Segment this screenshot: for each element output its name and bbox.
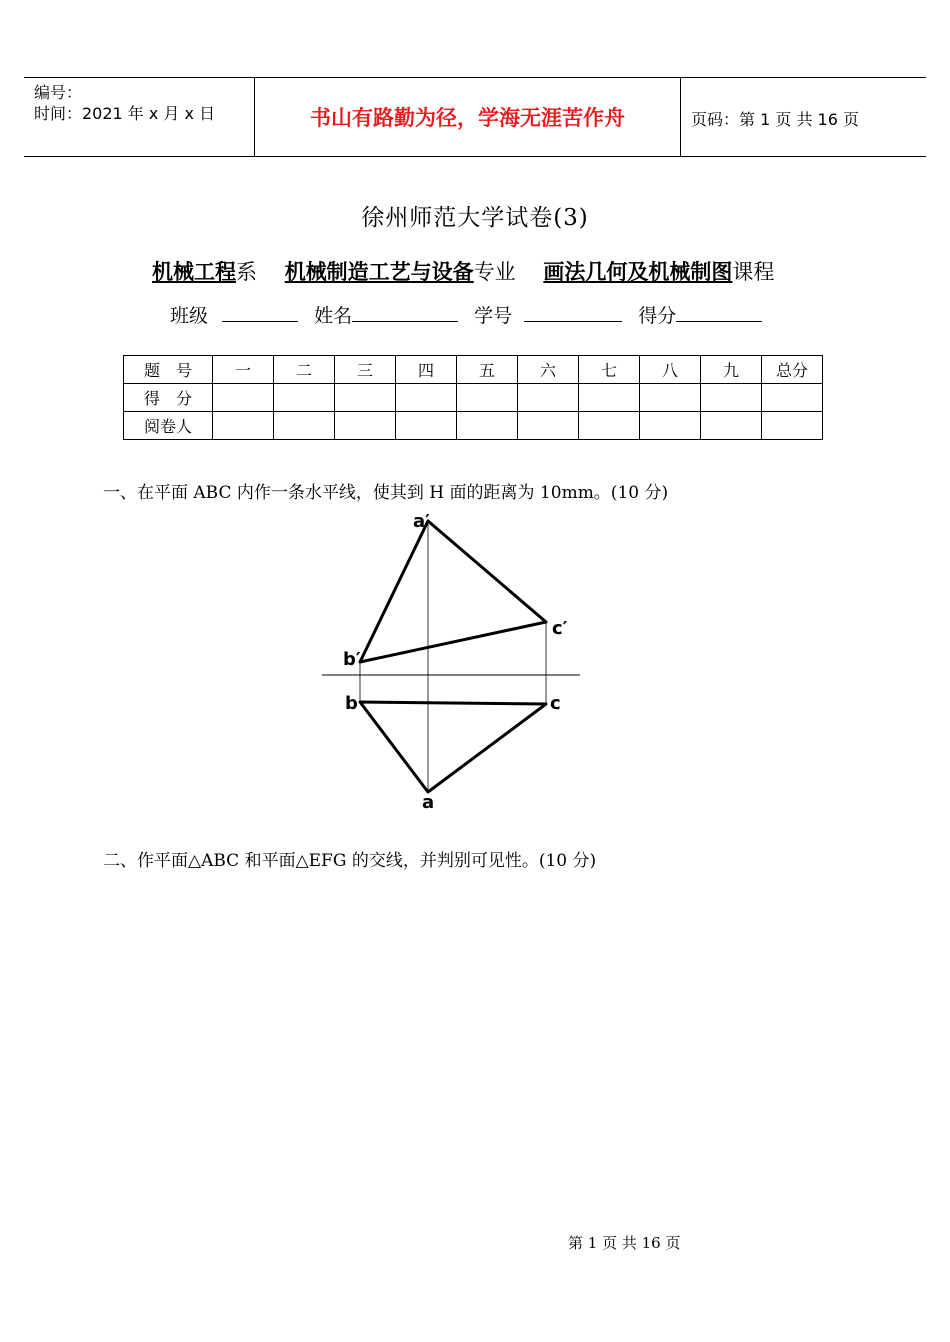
label-b: b [345,693,358,714]
page-footer: 第 1 页 共 16 页 [568,1234,681,1252]
question-2: 二、作平面△ABC 和平面△EFG 的交线，并判别可见性。(10 分) [103,851,597,871]
exam-title: 徐州师范大学试卷(3) [361,205,589,231]
table-header-cell: 一 [213,356,274,384]
name-label: 姓名 [314,305,353,327]
course-name: 画法几何及机械制图 [543,259,733,284]
question-1: 一、在平面 ABC 内作一条水平线，使其到 H 面的距离为 10mm。(10 分) [103,483,669,503]
header-page-info: 页码：第 1 页 共 16 页 [691,110,859,129]
table-header-cell: 二 [274,356,335,384]
class-label: 班级 [170,305,209,327]
table-header-cell: 四 [396,356,457,384]
label-a-prime: a′ [413,511,430,532]
label-c: c [550,693,561,714]
course-suffix: 课程 [732,260,775,284]
time-label: 时间：2021 年 x 月 x 日 [34,104,216,123]
score-label: 得分 [638,305,677,327]
table-header-cell: 七 [579,356,640,384]
header-motto: 书山有路勤为径，学海无涯苦作舟 [310,106,625,130]
label-b-prime: b′ [343,649,361,670]
department-suffix: 系 [236,260,257,284]
row-label: 阅卷人 [124,412,213,440]
top-view-triangle [360,702,546,792]
row-label: 得 分 [124,384,213,412]
major-name: 机械制造工艺与设备 [284,259,474,284]
table-header-cell: 五 [457,356,518,384]
table-header-cell: 总分 [762,356,823,384]
department-name: 机械工程 [152,259,236,284]
table-header-cell: 题 号 [124,356,213,384]
table-header-cell: 九 [701,356,762,384]
student-id-label: 学号 [474,305,513,327]
table-header-cell: 三 [335,356,396,384]
label-a: a [422,792,435,813]
label-c-prime: c′ [552,618,568,639]
major-suffix: 专业 [473,260,516,284]
table-header-cell: 六 [518,356,579,384]
front-view-triangle [360,521,546,662]
table-header-cell: 八 [640,356,701,384]
serial-label: 编号： [34,83,83,102]
